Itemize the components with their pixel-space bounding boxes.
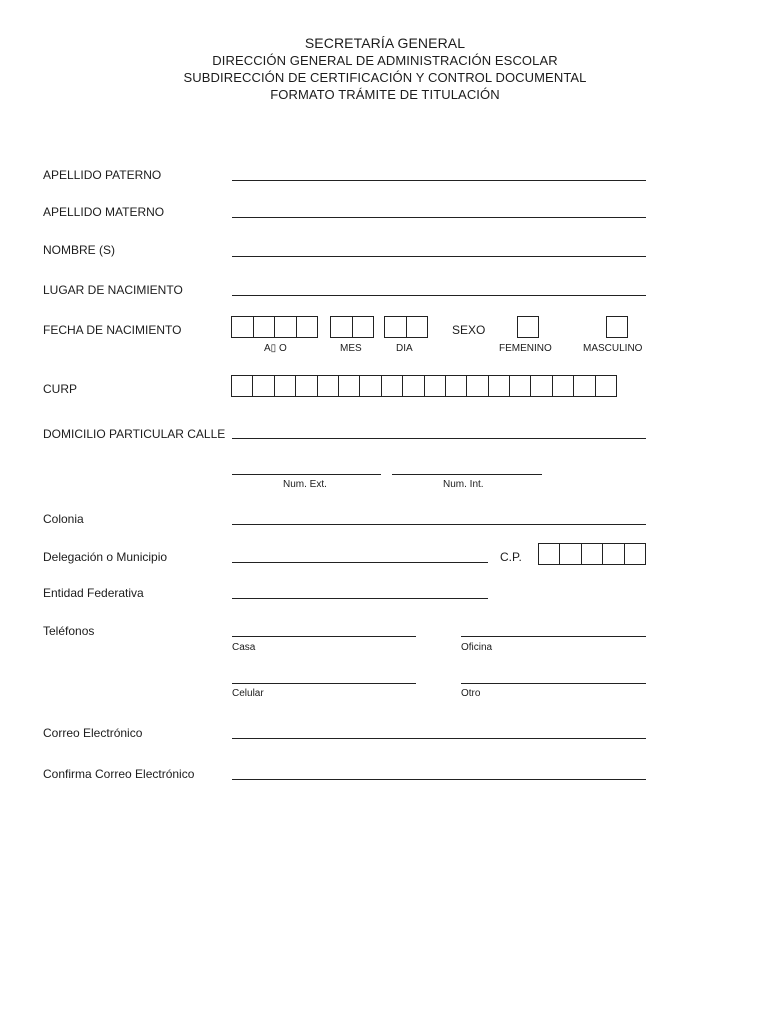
casa-field[interactable] bbox=[232, 636, 416, 637]
colonia-label: Colonia bbox=[43, 512, 84, 526]
anio-boxes[interactable] bbox=[231, 316, 318, 338]
casa-label: Casa bbox=[232, 642, 256, 653]
lugar-nacimiento-field[interactable] bbox=[232, 295, 646, 296]
anio-label: A▯ O bbox=[264, 343, 287, 354]
femenino-label: FEMENINO bbox=[499, 343, 552, 354]
correo-label: Correo Electrónico bbox=[43, 726, 143, 740]
telefonos-label: Teléfonos bbox=[43, 624, 95, 638]
num-int-label: Num. Int. bbox=[443, 479, 484, 490]
nombre-label: NOMBRE (S) bbox=[43, 243, 115, 257]
num-int-field[interactable] bbox=[392, 474, 542, 475]
domicilio-label: DOMICILIO PARTICULAR CALLE bbox=[43, 427, 226, 441]
confirma-correo-field[interactable] bbox=[232, 779, 646, 780]
entidad-field[interactable] bbox=[232, 598, 488, 599]
correo-field[interactable] bbox=[232, 738, 646, 739]
lugar-nacimiento-label: LUGAR DE NACIMIENTO bbox=[43, 283, 183, 297]
femenino-checkbox[interactable] bbox=[517, 316, 539, 338]
otro-field[interactable] bbox=[461, 683, 646, 684]
header-subdireccion: SUBDIRECCIÓN DE CERTIFICACIÓN Y CONTROL DOCUMENTAL bbox=[183, 70, 587, 85]
masculino-label: MASCULINO bbox=[583, 343, 643, 354]
header-direccion: DIRECCIÓN GENERAL DE ADMINISTRACIÓN ESCOLAR bbox=[212, 53, 558, 68]
curp-boxes[interactable] bbox=[231, 375, 617, 397]
entidad-label: Entidad Federativa bbox=[43, 586, 144, 600]
dia-boxes[interactable] bbox=[384, 316, 428, 338]
fecha-nacimiento-label: FECHA DE NACIMIENTO bbox=[43, 323, 182, 337]
header-secretaria: SECRETARÍA GENERAL bbox=[304, 35, 466, 51]
celular-field[interactable] bbox=[232, 683, 416, 684]
confirma-correo-label: Confirma Correo Electrónico bbox=[43, 767, 195, 781]
nombre-field[interactable] bbox=[232, 256, 646, 257]
otro-label: Otro bbox=[461, 688, 481, 699]
form-title: FORMATO TRÁMITE DE TITULACIÓN bbox=[270, 87, 500, 102]
num-ext-field[interactable] bbox=[232, 474, 381, 475]
curp-label: CURP bbox=[43, 382, 78, 396]
cp-label: C.P. bbox=[500, 550, 522, 564]
oficina-field[interactable] bbox=[461, 636, 646, 637]
delegacion-field[interactable] bbox=[232, 562, 488, 563]
domicilio-field[interactable] bbox=[232, 438, 646, 439]
cp-boxes[interactable] bbox=[538, 543, 646, 565]
delegacion-label: Delegación o Municipio bbox=[43, 550, 168, 564]
sexo-label: SEXO bbox=[452, 323, 486, 337]
apellido-paterno-label: APELLIDO PATERNO bbox=[43, 168, 162, 182]
masculino-checkbox[interactable] bbox=[606, 316, 628, 338]
num-ext-label: Num. Ext. bbox=[283, 479, 327, 490]
mes-label: MES bbox=[340, 343, 362, 354]
apellido-paterno-field[interactable] bbox=[232, 180, 646, 181]
oficina-label: Oficina bbox=[461, 642, 493, 653]
apellido-materno-label: APELLIDO MATERNO bbox=[43, 205, 165, 219]
mes-boxes[interactable] bbox=[330, 316, 374, 338]
dia-label: DIA bbox=[396, 343, 413, 354]
celular-label: Celular bbox=[232, 688, 264, 699]
apellido-materno-field[interactable] bbox=[232, 217, 646, 218]
colonia-field[interactable] bbox=[232, 524, 646, 525]
